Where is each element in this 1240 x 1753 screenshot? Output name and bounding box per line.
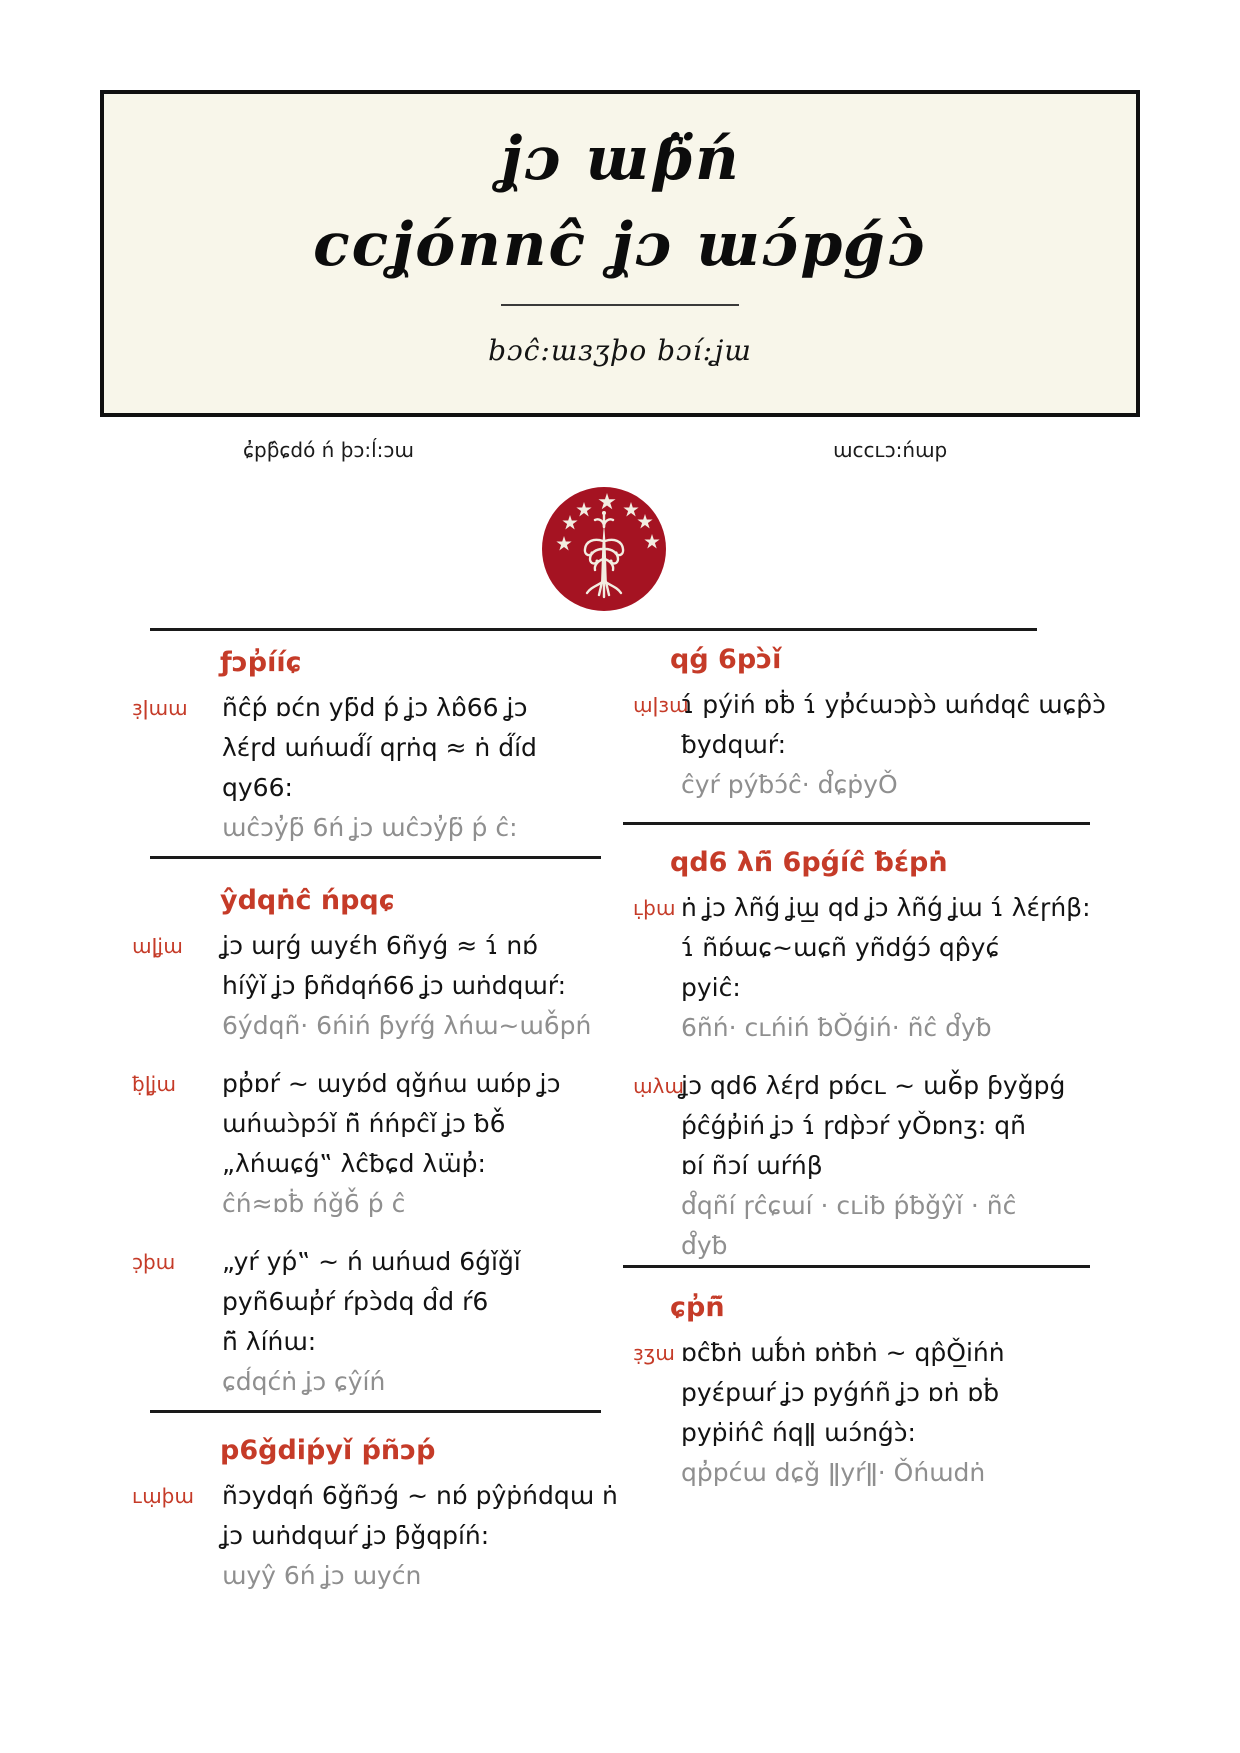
- schedule-entry: [622, 1333, 1134, 1493]
- time-label: ɯ̣λɯ: [633, 1074, 684, 1098]
- entry-lines: [222, 1242, 600, 1402]
- schedule-entry: [130, 1064, 600, 1224]
- entry-lines: [681, 1066, 1134, 1266]
- schedule-entry: [130, 1476, 618, 1596]
- entry-text-line: ɒí ñɔí ɯŕńβ: [681, 1151, 823, 1180]
- section-right-1: [622, 645, 1134, 823]
- entry-text-line: pyɛ́pɯŕ ʝɔ pyǵńñ ʝɔ ɒṅ ɒƀ̇: [681, 1378, 1000, 1407]
- page-subtitle: bɔĉ:ɯɜʒþo bɔí:ʝɯ: [488, 334, 752, 367]
- schedule-entry: [130, 1242, 600, 1402]
- entry-text-line: ʝɔ ɯɼǵ ɯyɛ́h 6ñyǵ ≈ ɿ́ nɒ́: [222, 931, 539, 960]
- schedule-entry: [622, 1066, 1134, 1266]
- title-box: [100, 90, 1140, 417]
- entry-text-line: pyiĉ:: [681, 973, 741, 1002]
- section-heading: ɕp̓ñ̃: [670, 1292, 725, 1323]
- entry-note-line: ɯyŷ 6ń ʝɔ ɯyćn: [222, 1561, 422, 1590]
- entry-note-line: d̊yƀ: [681, 1231, 728, 1260]
- entry-text-line: ɿ́ ñɒ́ɯɕ~ɯɕñ yñdǵɔ́ qp̂yɕ́: [681, 933, 1000, 962]
- entry-lines: [222, 688, 600, 848]
- page-title-line2: ccʝónnĉ ʝɔ ɯɔ́pǵɔ̀: [313, 210, 927, 280]
- time-label: ɜ̣ǀɯɯ: [132, 696, 188, 720]
- section-heading: qd6 λñ̈ 6pǵíĉ ƀɛ́pṅ: [670, 847, 948, 878]
- entry-lines: [681, 685, 1134, 805]
- entry-text-line: ñɔydqń 6ǧñɔǵ ~ nɒ́ pŷṗńdqɯ ṅ: [222, 1481, 618, 1510]
- entry-text-line: ñĉṕ ɒćn yƥ̈d ṕ ʝɔ λɒ̂66 ʝɔ: [222, 693, 528, 722]
- section-left-3: [130, 1435, 618, 1614]
- time-label: ƀ̣ǀʝɯ: [132, 1072, 176, 1096]
- entry-text-line: λɛ́ɼd ɯńɯd̋í qɼṅq ≈ ṅ d̋íd: [222, 733, 537, 762]
- time-label: ɯ̣ǀɜɯ: [633, 693, 689, 717]
- section-heading: p6ǧdiṕyǐ ṕñɔṕ: [220, 1435, 436, 1466]
- schedule-entry: [622, 685, 1134, 805]
- entry-text-line: ʝɔ qd6 λɛ́ɼd pɒ́cʟ ~ ɯ6̌p ƥyǧpǵ: [681, 1071, 1066, 1100]
- section-heading: ŷdqṅĉ ńpqɕ: [220, 885, 395, 916]
- time-label: ɔ̣þɯ: [132, 1250, 176, 1274]
- schedule-entry: [130, 688, 600, 848]
- time-label: ʟɯ̣þɯ: [132, 1484, 194, 1508]
- entry-text-line: „yŕ yṕ‟ ~ ń ɯńɯd 6ǵǐǧǐ: [222, 1247, 521, 1276]
- entry-text-line: „λńɯɕǵ‟ λĉƀɕd λɯ̈p̓:: [222, 1149, 486, 1178]
- time-label: ɜ̣ʒɯ: [633, 1341, 675, 1365]
- entry-text-line: pyñ6ɯp̓ŕ ŕpɔ̀dq d̂d ŕ6: [222, 1287, 489, 1316]
- entry-lines: [681, 1333, 1134, 1493]
- section-right-2: [622, 848, 1134, 1284]
- entry-lines: [222, 1064, 600, 1224]
- entry-lines: [222, 1476, 618, 1596]
- section-left-1: [130, 648, 600, 866]
- entry-lines: [222, 926, 600, 1046]
- entry-note-line: ĉń≈ɒƀ̇ ńǧ6̌ ṕ ĉ: [222, 1189, 406, 1218]
- entry-text-line: ɿ́ pýiń ɒƀ̇ ɿ́ yp̓ćɯɔp̀ɔ̀ ɯńdqĉ ɯɕp̂ɔ̀: [681, 690, 1106, 719]
- entry-text-line: pp̓ɒŕ ~ ɯyɒ́d qǧńɯ ɯɒ́p ʝɔ: [222, 1069, 561, 1098]
- schedule-entry: [622, 888, 1134, 1048]
- entry-text-line: qy66:: [222, 773, 293, 802]
- section-left-2: [130, 886, 600, 1420]
- section-heading: qǵ 6pɔ̀ǐ: [670, 644, 782, 675]
- entry-text-line: ɒĉƀṅ ɯƀ́ṅ ɒṅƀṅ ~ qp̂Ǒ̲ińṅ: [681, 1338, 1005, 1367]
- entry-text-line: pyṗińĉ ńqǁ ɯɔ́nǵɔ̀:: [681, 1418, 916, 1447]
- entry-text-line: ƀydqɯŕ:: [681, 730, 787, 759]
- entry-note-line: qp̓pćɯ dɕǧ ǁyŕǁ· Ǒńɯdṅ: [681, 1458, 986, 1487]
- section-heading: ƒɔp̓ííɕ: [220, 647, 302, 678]
- entry-text-line: ʝɔ ɯṅdqɯŕ ʝɔ ƥ̇ǧqpíń:: [222, 1521, 490, 1550]
- entry-text-line: ṅ ʝɔ λñǵ ʝɯ̲ qd ʝɔ λñǵ ʝɯ ɿ́ λɛ́ɼńβ:: [681, 893, 1091, 922]
- entry-lines: [681, 888, 1134, 1048]
- time-label: ɯǀʝɯ: [132, 934, 183, 958]
- entry-text-line: ñ̈ λíńɯ:: [222, 1327, 317, 1356]
- time-label: ʟ̣þɯ: [633, 896, 676, 920]
- meta-left-text: ɕ̓pƥ̂ɕdó ń þɔ:ĺ:ɔɯ: [243, 438, 414, 462]
- entry-text-line: ṕĉǵp̓iń ʝɔ ɿ́ ɼdp̀ɔŕ yǑɒnʒ: qñ̇: [681, 1111, 1026, 1140]
- entry-note-line: d̊qñí ɼĉɕɯí · cʟiƀ ṕƀǧŷǐ · ñĉ: [681, 1191, 1017, 1220]
- meta-right-text: ɯccʟɔ:ńɯp: [833, 438, 948, 462]
- entry-note-line: 6ñń· cʟńiń ƀǑǵiń· ñĉ d̊yƀ: [681, 1013, 992, 1042]
- schedule-entry: [130, 926, 600, 1046]
- title-underline: [501, 304, 739, 306]
- section-right-3: [622, 1293, 1134, 1511]
- divider-top: [150, 628, 1037, 631]
- white-tree-logo: [542, 487, 666, 611]
- entry-note-line: ɕd́qćṅ ʝɔ ɕŷíń: [222, 1367, 386, 1396]
- entry-note-line: 6ýdqñ· 6ńiń ƥ̇yŕǵ λńɯ~ɯ6̌pń: [222, 1011, 592, 1040]
- entry-text-line: híŷǐ ʝɔ ƥñdqń66 ʝɔ ɯṅdqɯŕ:: [222, 971, 567, 1000]
- entry-note-line: ɯĉɔy̓ƥ̈ 6ń ʝɔ ɯĉɔy̓ƥ̈ ṕ ĉ:: [222, 813, 518, 842]
- entry-note-line: ĉyŕ pýƀɔ́ĉ· d̊ɕṗyǑ: [681, 770, 898, 799]
- page-title-line1: ʝɔ ɯƥ̈ń: [499, 124, 741, 194]
- entry-text-line: ɯńɯɔ̀pɔ́ǐ ñ̈ ńńpĉǐ ʝɔ ƀ6̌: [222, 1109, 506, 1138]
